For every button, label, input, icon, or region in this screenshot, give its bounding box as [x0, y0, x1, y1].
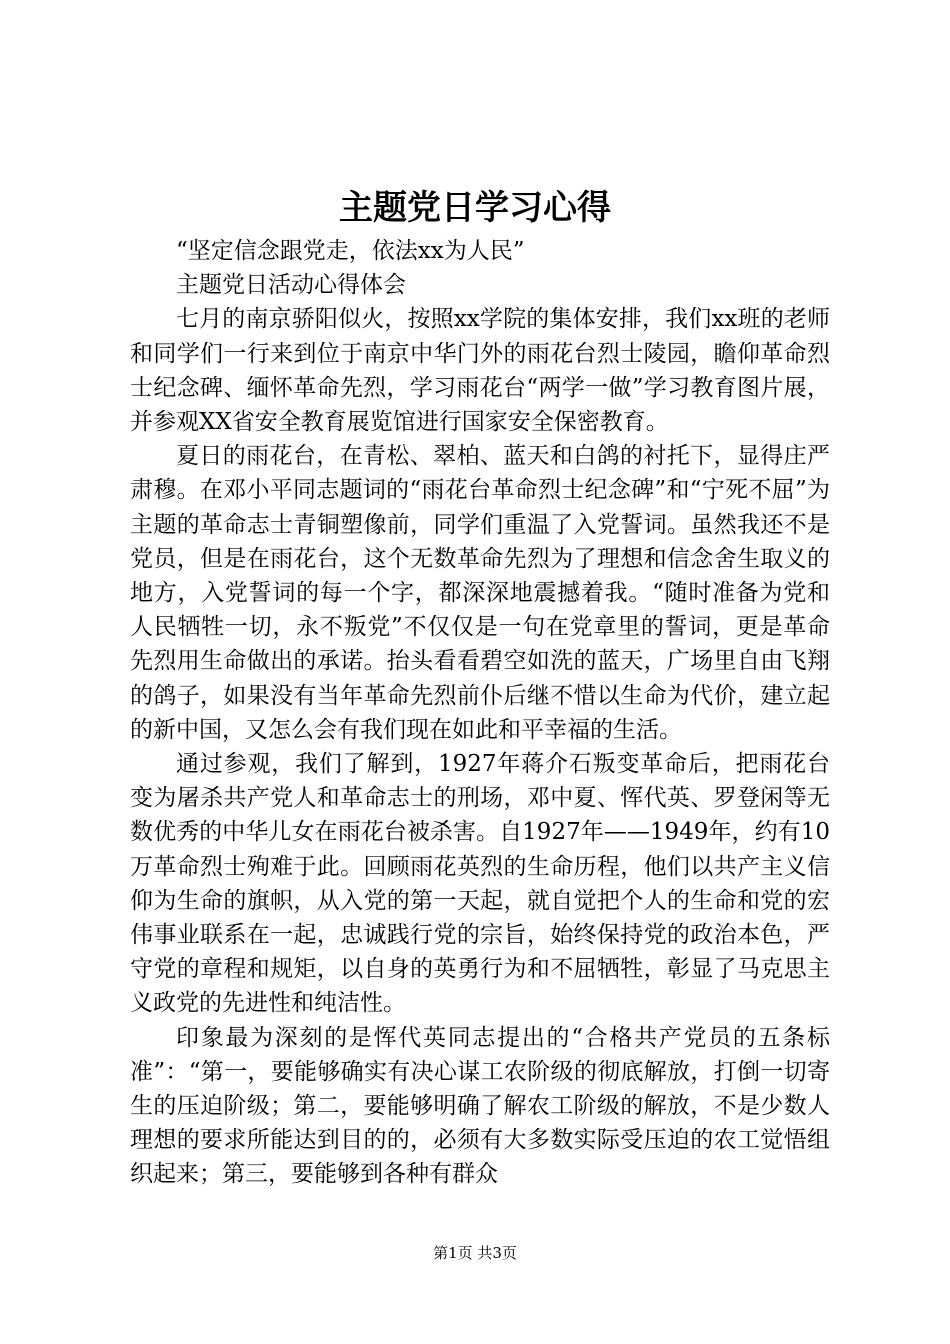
subtitle-slogan: “坚定信念跟党走，依法xx为人民”	[176, 238, 525, 264]
body-paragraph: 通过参观，我们了解到，1927年蒋介石叛变革命后，把雨花台变为屠杀共产党人和革命志士的刑场，邓中夏、恽代英、罗登闲等无数优秀的中华儿女在雨花台被杀害。自1927年——1949年，约有10万革命烈士殉难于此。回顾雨花英烈的生命历程，他们以共产主义信仰为生命的旗帜，从入党的第一天起，就自觉把个人的生命和党的宏伟事业联系在一起，忠诚践行党的宗旨，始终保持党的政治本色，严守党的章程和规矩，以自身的英勇行为和不屈牺牲，彰显了马克思主义政党的先进性和纯洁性。	[130, 751, 830, 1017]
body-paragraph: 七月的南京骄阳似火，按照xx学院的集体安排，我们xx班的老师和同学们一行来到位于南京中华门外的雨花台烈士陵园，瞻仰革命烈士纪念碑、缅怀革命先烈，学习雨花台“两学一做”学习教育图片展，并参观XX省安全教育展览馆进行国家安全保密教育。	[130, 306, 830, 436]
document-body	[130, 234, 830, 1192]
body-paragraph: 印象最为深刻的是恽代英同志提出的“合格共产党员的五条标准”：“第一，要能够确实有决心谋工农阶级的彻底解放，打倒一切寄生的压迫阶级；第二，要能够明确了解农工阶级的解放，不是少数人理想的要求所能达到目的的，必须有大多数实际受压迫的农工觉悟组织起来；第三，要能够到各种有群众	[130, 1024, 830, 1188]
body-paragraph: 夏日的雨花台，在青松、翠柏、蓝天和白鸽的衬托下，显得庄严肃穆。在邓小平同志题词的“雨花台革命烈士纪念碑”和“宁死不屈”为主题的革命志士青铜塑像前，同学们重温了入党誓词。虽然我还不是党员，但是在雨花台，这个无数革命先烈为了理想和信念舍生取义的地方，入党誓词的每一个字，都深深地震撼着我。“随时准备为党和人民牺牲一切，永不叛党”不仅仅是一句在党章里的誓词，更是革命先烈用生命做出的承诺。抬头看看碧空如洗的蓝天，广场里自由飞翔的鸽子，如果没有当年革命先烈前仆后继不惜以生命为代价，建立起的新中国，又怎么会有我们现在如此和平幸福的生活。	[130, 443, 830, 743]
subtitle-heading: 主题党日活动心得体会	[176, 272, 406, 299]
document-title: 主题党日学习心得	[339, 188, 611, 228]
page-number-footer: 第1页 共3页	[433, 1244, 517, 1262]
